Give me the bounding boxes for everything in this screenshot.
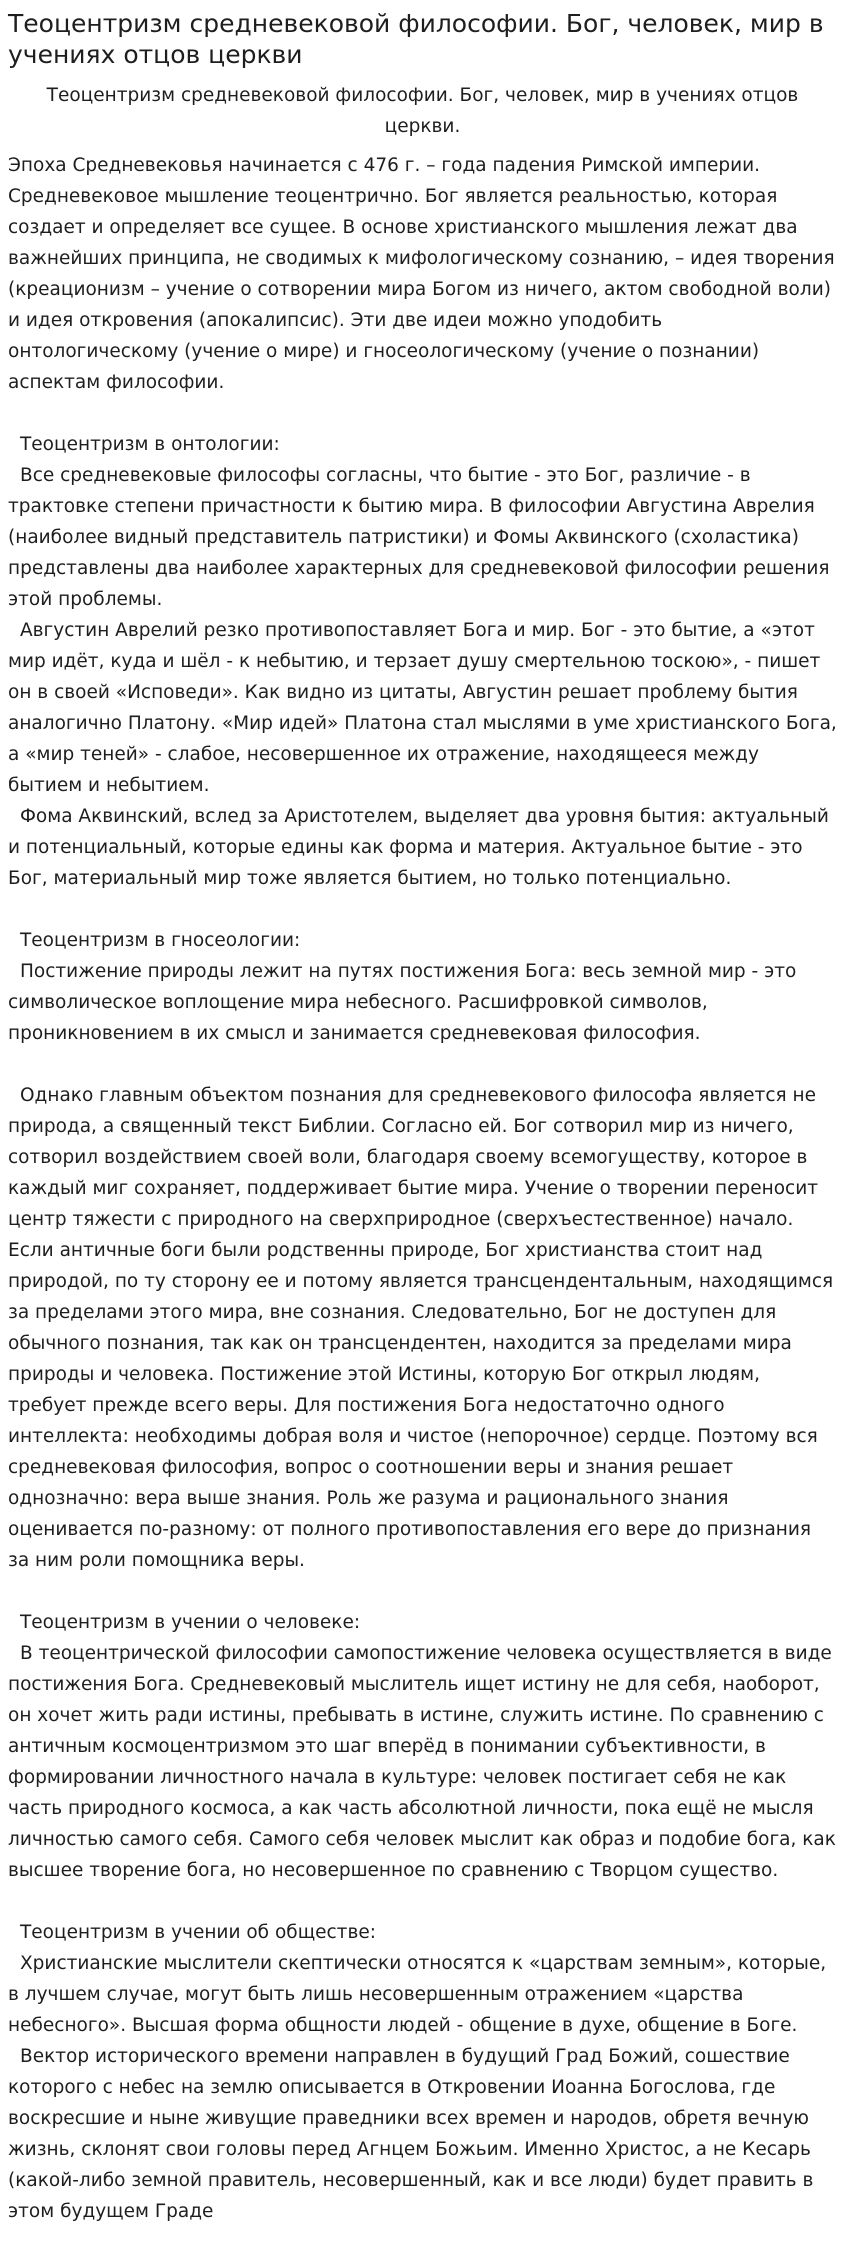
article-subtitle: Теоцентризм средневековой философии. Бог, человек, мир в учениях отцов церкви.	[46, 85, 799, 137]
gnoseology-section	[8, 925, 837, 1049]
section-spacer	[8, 1576, 837, 1607]
page-title: Теоцентризм средневековой философии. Бог, человек, мир в учениях отцов церкви	[8, 9, 824, 69]
article	[0, 8, 847, 2227]
paragraph: Августин Аврелий резко противопоставляет Бога и мир. Бог - это бытие, а «этот мир идёт, куда и шёл - к небытию, и терзает душу смертельною тоскою», - пишет он в своей «Исповеди». Как видно из цитаты, Августин решает проблему бытия аналогично Платону. «Мир идей» Платона стал мыслями в уме христианского Бога, а «мир теней» - слабое, несовершенное их отражение, находящееся между бытием и небытием.	[8, 620, 837, 796]
section-spacer	[8, 894, 837, 925]
section-heading: Теоцентризм в гносеологии:	[20, 930, 301, 951]
paragraph: Однако главным объектом познания для средневекового философа является не природа, а священный текст Библии. Согласно ей. Бог сотворил мир из ничего, сотворил воздействием своей воли, благодаря своему всемогуществу, которое в каждый миг сохраняет, поддерживает бытие мира. Учение о творении переносит центр тяжести с природного на сверхприродное (сверхъестественное) начало. Если античные боги были родственны природе, Бог христианства стоит над природой, по ту сторону ее и потому является трансцендентальным, находящимся за пределами этого мира, вне сознания. Следовательно, Бог не доступен для обычного познания, так как он трансцендентен, находится за пределами мира природы и человека. Постижение этой Истины, которую Бог открыл людям, требует прежде всего веры. Для постижения Бога недостаточно одного интеллекта: необходимы добрая воля и чистое (непорочное) сердце. Поэтому вся средневековая философия, вопрос о соотношении веры и знания решает однозначно: вера выше знания. Роль же разума и рационального знания оценивается по-разному: от полного противопоставления его вере до признания за ним роли помощника веры.	[8, 1085, 834, 1571]
section-heading: Теоцентризм в учении о человеке:	[20, 1612, 361, 1633]
ontology-section	[8, 429, 837, 894]
section-spacer	[8, 1049, 837, 1080]
paragraph: Христианские мыслители скептически относятся к «царствам земным», которые, в лучшем случае, могут быть лишь несовершенным отражением «царства небесного». Высшая форма общности людей - общение в духе, общение в Боге.	[8, 1953, 827, 2036]
section-heading: Теоцентризм в учении об обществе:	[20, 1922, 376, 1943]
section-heading: Теоцентризм в онтологии:	[20, 434, 280, 455]
society-section	[8, 1917, 837, 2227]
section-spacer	[8, 1886, 837, 1917]
paragraph: Все средневековые философы согласны, что бытие - это Бог, различие - в трактовке степени причастности к бытию мира. В философии Августина Аврелия (наиболее видный представитель патристики) и Фомы Аквинского (схоластика) представлены два наиболее характерных для средневековой философии решения этой проблемы.	[8, 465, 830, 610]
section-spacer	[8, 398, 837, 429]
paragraph: В теоцентрической философии самопостижение человека осуществляется в виде постижения Бога. Средневековый мыслитель ищет истину не для себя, наоборот, он хочет жить ради истины, пребывать в истине, служить истине. По сравнению с античным космоцентризмом это шаг вперёд в понимании субъективности, в формировании личностного начала в культуре: человек постигает себя не как часть природного космоса, а как часть абсолютной личности, пока ещё не мысля личностью самого себя. Самого себя человек мыслит как образ и подобие бога, как высшее творение бога, но несовершенное по сравнению с Творцом существо.	[8, 1643, 836, 1881]
faith-knowledge-section	[8, 1080, 837, 1576]
paragraph: Постижение природы лежит на путях постижения Бога: весь земной мир - это символическое воплощение мира небесного. Расшифровкой символов, проникновением в их смысл и занимается средневековая философия.	[8, 961, 797, 1044]
human-section	[8, 1607, 837, 1886]
intro-section	[8, 150, 837, 398]
paragraph: Вектор исторического времени направлен в будущий Град Божий, сошествие которого с небес на землю описывается в Откровении Иоанна Богослова, где воскресшие и ныне живущие праведники всех времен и народов, обретя вечную жизнь, склонят свои головы перед Агнцем Божьим. Именно Христос, а не Кесарь (какой-либо земной правитель, несовершенный, как и все люди) будет править в этом будущем Граде	[8, 2046, 814, 2222]
paragraph: Фома Аквинский, вслед за Аристотелем, выделяет два уровня бытия: актуальный и потенциальный, которые едины как форма и материя. Актуальное бытие - это Бог, материальный мир тоже является бытием, но только потенциально.	[8, 806, 829, 889]
intro-paragraph: Эпоха Средневековья начинается с 476 г. – года падения Римской империи. Средневековое мышление теоцентрично. Бог является реальностью, которая создает и определяет все сущее. В основе христианского мышления лежат два важнейших принципа, не сводимых к мифологическому сознанию, – идея творения (креационизм – учение о сотворении мира Богом из ничего, актом свободной воли) и идея откровения (апокалипсис). Эти две идеи можно уподобить онтологическому (учение о мире) и гносеологическому (учение о познании) аспектам философии.	[8, 155, 835, 393]
